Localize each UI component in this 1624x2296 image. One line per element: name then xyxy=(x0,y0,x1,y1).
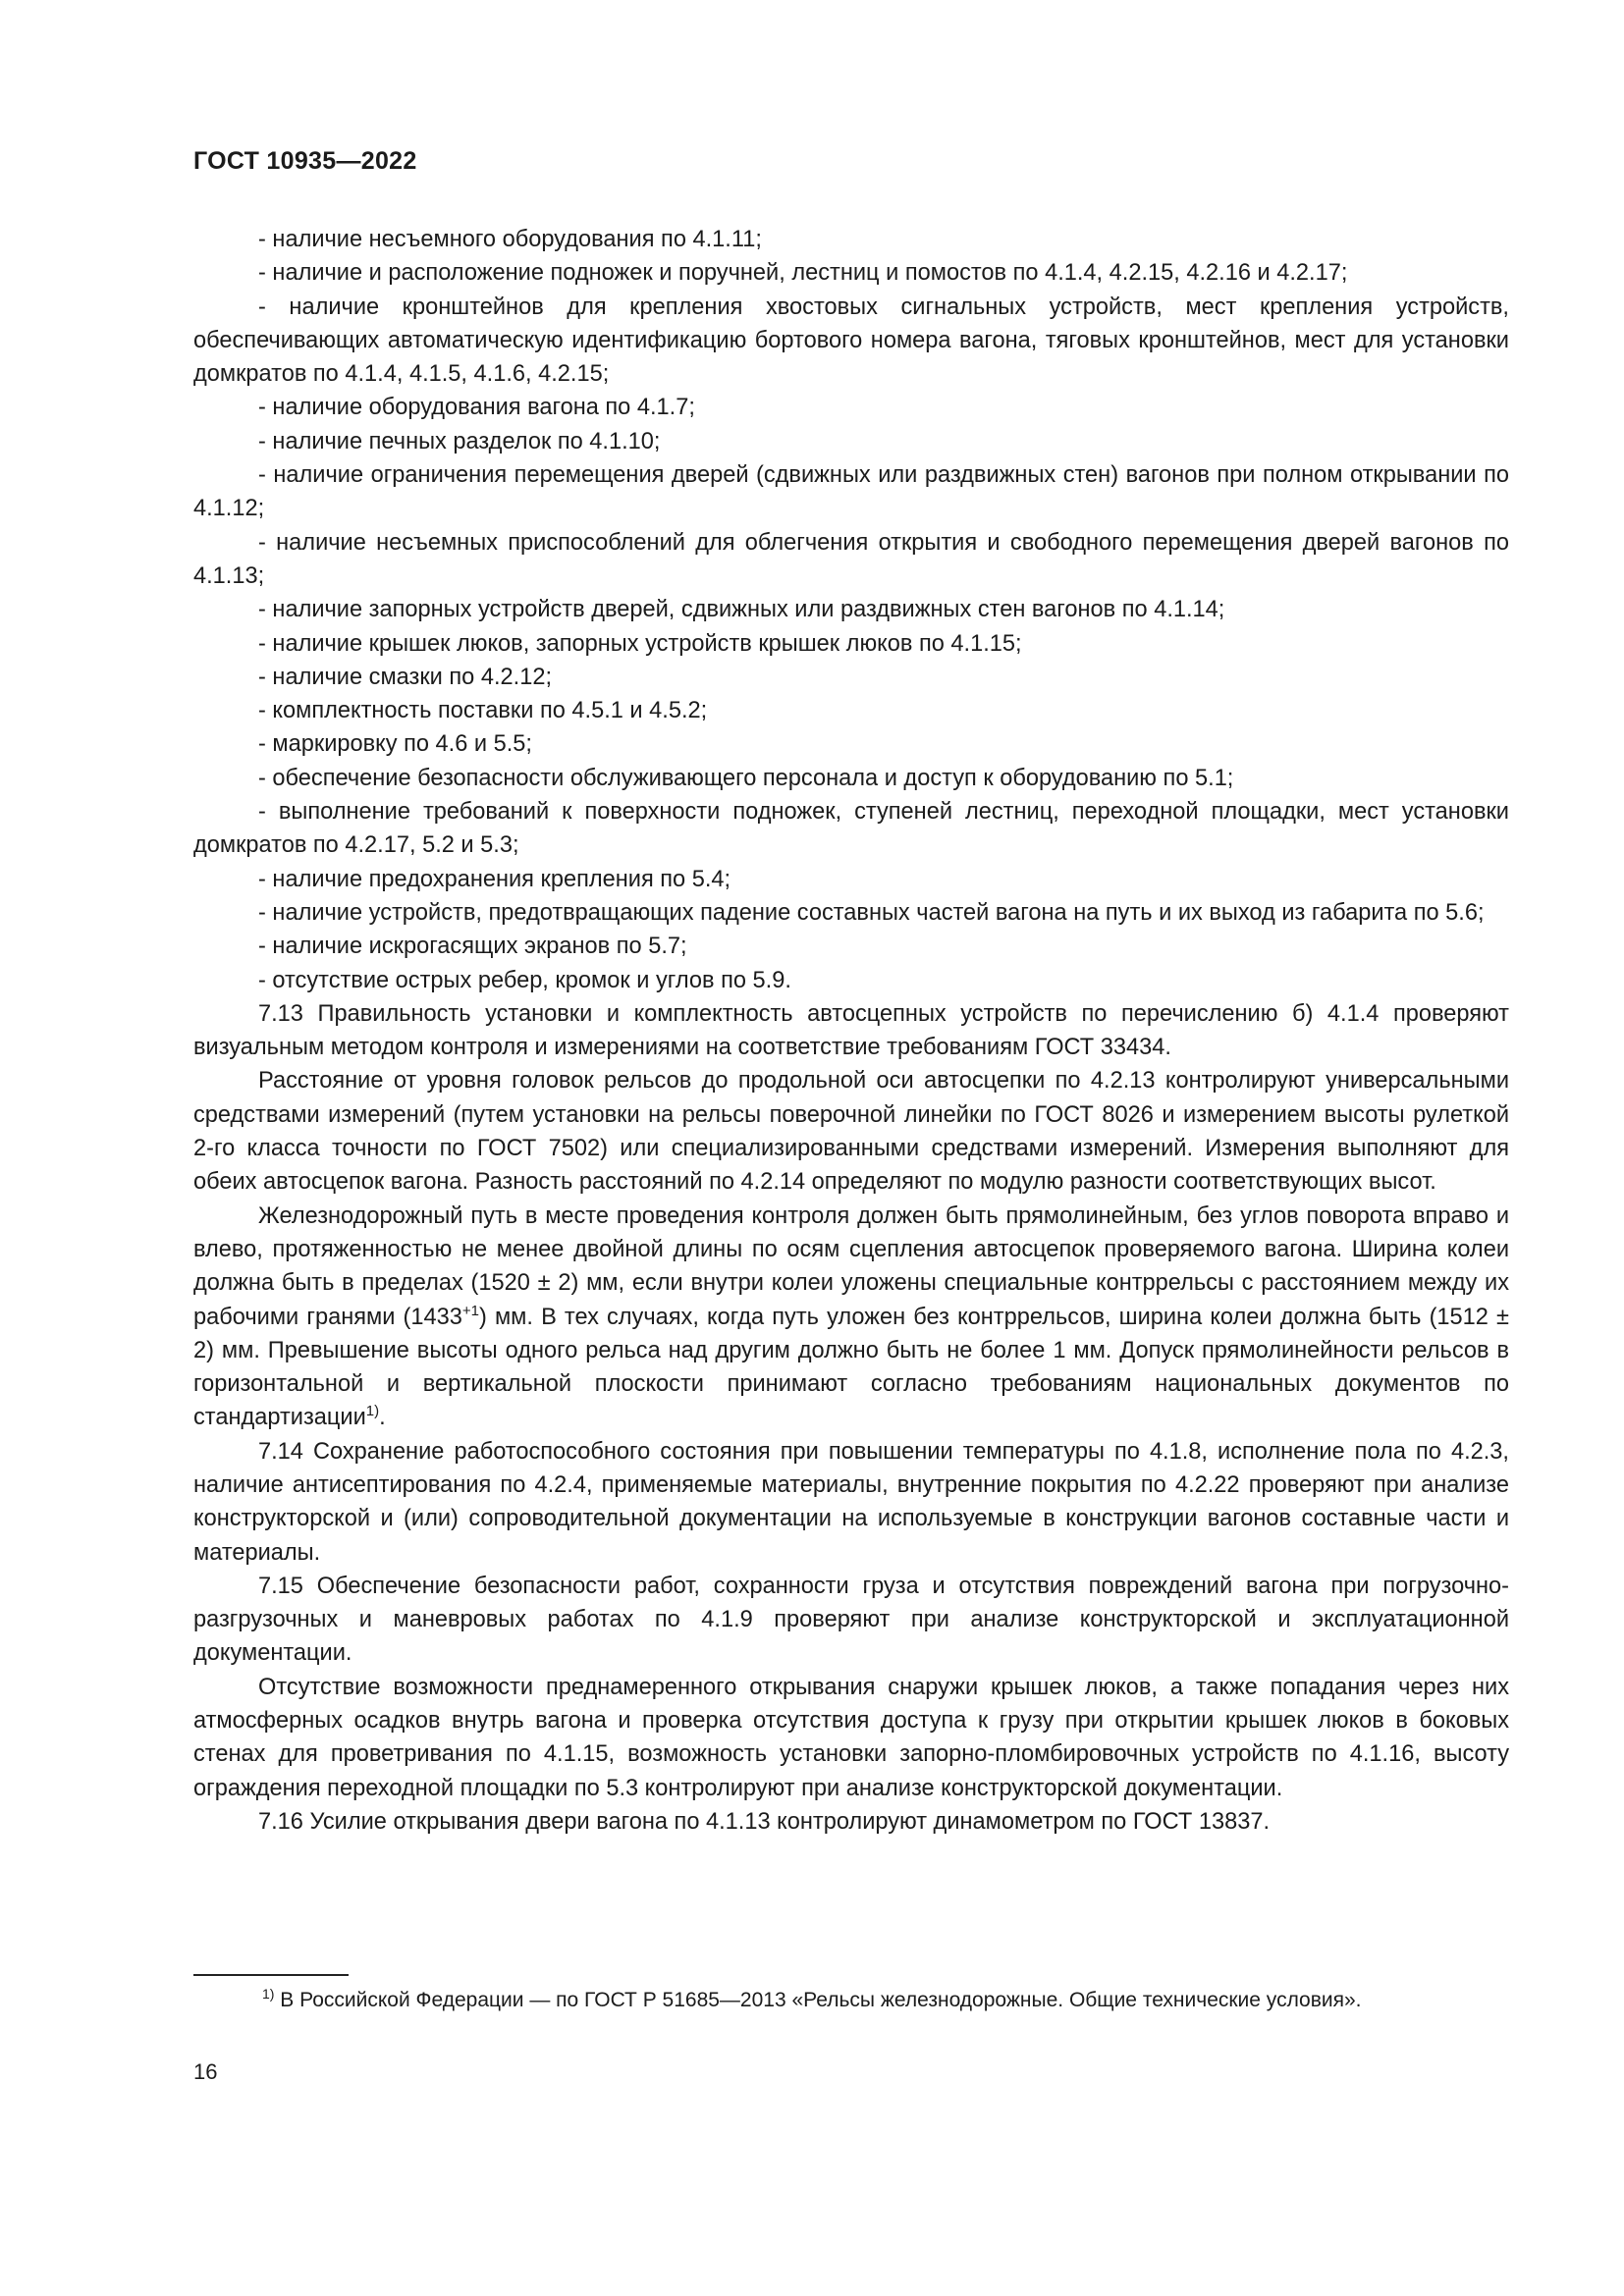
list-item: - наличие печных разделок по 4.1.10; xyxy=(258,428,661,454)
list-item: - наличие предохранения крепления по 5.4; xyxy=(258,866,731,892)
list-item: - наличие кронштейнов для крепления хвостовых сигнальных устройств, мест крепления устройств, обеспечивающих автоматическую идентификацию бортового номера вагона, тяговых кронштейнов, мест для установки домкратов по 4.1.4, 4.1.5, 4.1.6, 4.2.15; xyxy=(193,294,1509,388)
list-item: - наличие несъемного оборудования по 4.1.11; xyxy=(258,227,762,252)
list-item: - обеспечение безопасности обслуживающего персонала и доступ к оборудованию по 5.1; xyxy=(258,765,1234,791)
list-item: - наличие несъемных приспособлений для облегчения открытия и свободного перемещения дверей вагонов по 4.1.13; xyxy=(193,529,1509,589)
clause-7-13: 7.13 Правильность установки и комплектность автосцепных устройств по перечислению б) 4.1.4 проверяют визуальным методом контроля и измерениями на соответствие требованиям ГОСТ 33434. xyxy=(193,1000,1509,1061)
footnote-text: В Российской Федерации — по ГОСТ Р 51685—2013 «Рельсы железнодорожные. Общие технические условия». xyxy=(274,1989,1362,2011)
list-item: - маркировку по 4.6 и 5.5; xyxy=(258,731,532,758)
track-text-part-1: Железнодорожный путь в месте проведения контроля должен быть прямолинейным, без углов поворота вправо и влево, протяженностью не менее двойной длины по осям сцепления автосцепок проверяемого вагона. Ширина колеи должна быть в пределах (1520 ± 2) мм, если внутри колеи уложены специальные контррельсы с расстоянием между их рабочими гранями (1433 xyxy=(193,1202,1509,1330)
clause-7-15: 7.15 Обеспечение безопасности работ, сохранности груза и отсутствия повреждений вагона при погрузочно-разгрузочных и маневровых работах по 4.1.9 проверяют при анализе конструкторской и эксплуатационной документации. xyxy=(193,1573,1509,1667)
list-item: - наличие крышек люков, запорных устройств крышек люков по 4.1.15; xyxy=(258,630,1022,657)
list-item: - отсутствие острых ребер, кромок и углов по 5.9. xyxy=(258,967,791,993)
list-item: - наличие устройств, предотвращающих падение составных частей вагона на путь и их выход из габарита по 5.6; xyxy=(258,899,1485,926)
clause-7-14: 7.14 Сохранение работоспособного состояния при повышении температуры по 4.1.8, исполнение пола по 4.2.3, наличие антисептирования по 4.2.4, применяемые материалы, внутренние покрытия по 4.2.22 проверяют при анализе конструкторской и (или) сопроводительной документации на используемые в конструкции вагонов составные части и материалы. xyxy=(193,1438,1509,1566)
paragraph-hatch-covers: Отсутствие возможности преднамеренного открывания снаружи крышек люков, а также попадания через них атмосферных осадков внутрь вагона и проверка отсутствия доступа к грузу при открытии крышек люков в боковых стенах для проветривания по 4.1.15, возможность установки запорно-пломбировочных устройств по 4.1.16, высоту ограждения переходной площадки по 5.3 контролируют при анализе конструкторской документации. xyxy=(193,1674,1509,1801)
footnote-divider xyxy=(193,1974,349,1976)
document-page xyxy=(193,0,1509,2296)
footnote xyxy=(193,1985,1509,2015)
list-item: - выполнение требований к поверхности подножек, ступеней лестниц, переходной площадки, мест установки домкратов по 4.2.17, 5.2 и 5.3; xyxy=(193,799,1509,859)
list-item: - наличие искрогасящих экранов по 5.7; xyxy=(258,934,687,960)
list-item: - наличие ограничения перемещения дверей (сдвижных или раздвижных стен) вагонов при полном открывании по 4.1.12; xyxy=(193,462,1509,522)
clause-7-16: 7.16 Усилие открывания двери вагона по 4.1.13 контролируют динамометром по ГОСТ 13837. xyxy=(258,1808,1271,1835)
list-item: - наличие и расположение подножек и поручней, лестниц и помостов по 4.1.4, 4.2.15, 4.2.16 и 4.2.17; xyxy=(258,260,1348,287)
tolerance-superscript: +1 xyxy=(461,1302,479,1319)
document-header: ГОСТ 10935—2022 xyxy=(193,147,417,175)
paragraph-track-requirements xyxy=(193,1200,1509,1435)
list-item: - наличие оборудования вагона по 4.1.7; xyxy=(258,395,695,421)
list-item: - комплектность поставки по 4.5.1 и 4.5.2; xyxy=(258,698,708,724)
footnote-marker: 1) xyxy=(262,1986,275,2002)
body-text xyxy=(193,223,1509,1839)
page-number: 16 xyxy=(193,2059,218,2084)
list-item: - наличие запорных устройств дверей, сдвижных или раздвижных стен вагонов по 4.1.14; xyxy=(258,597,1225,623)
paragraph-coupler-height: Расстояние от уровня головок рельсов до продольной оси автосцепки по 4.2.13 контролируют универсальными средствами измерений (путем установки на рельсы поверочной линейки по ГОСТ 8026 и измерением высоты рулеткой 2-го класса точности по ГОСТ 7502) или специализированными средствами измерений. Измерения выполняют для обеих автосцепок вагона. Разность расстояний по 4.2.14 определяют по модулю разности соответствующих высот. xyxy=(193,1068,1509,1196)
track-text-end: . xyxy=(379,1405,386,1431)
track-text-part-2: ) мм. В тех случаях, когда путь уложен без контррельсов, ширина колеи должна быть (1512 ± 2) мм. Превышение высоты одного рельса над другим должно быть не более 1 мм. Допуск прямолинейности рельсов в горизонтальной и вертикальной плоскости принимают согласно требованиям национальных документов по стандартизации xyxy=(193,1304,1509,1431)
list-item: - наличие смазки по 4.2.12; xyxy=(258,664,553,690)
footnote-reference: 1) xyxy=(365,1403,380,1420)
